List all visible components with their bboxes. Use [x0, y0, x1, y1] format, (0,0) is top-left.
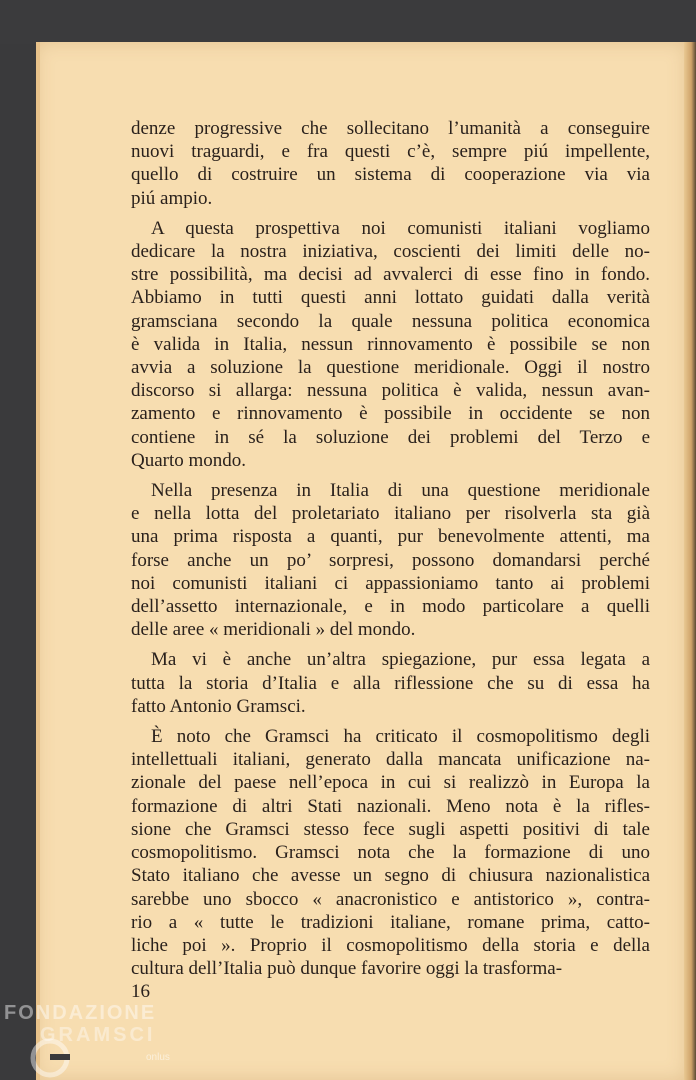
text-line: liche poi ». Proprio il cosmopolitismo della storia e della — [131, 934, 650, 956]
page-left-edge — [36, 42, 40, 1080]
text-line: intellettuali italiani, generato dalla mancata unificazione na- — [131, 749, 650, 771]
text-line: denze progressive che sollecitano l’umanità a conseguire — [131, 118, 650, 139]
text-line: dell’assetto internazionale, e in modo particolare a quelli — [131, 596, 650, 618]
text-line: dedicare la nostra iniziativa, coscienti dei limiti delle no- — [131, 241, 650, 263]
body-text — [131, 117, 650, 987]
text-line: È noto che Gramsci ha criticato il cosmopolitismo degli — [151, 726, 650, 748]
text-line: Abbiamo in tutti questi anni lottato guidati dalla verità — [131, 287, 650, 309]
text-line: una prima risposta a quanti, pur benevolmente attenti, ma — [131, 526, 650, 548]
text-line: sione che Gramsci stesso fece sugli aspetti positivi di tale — [131, 818, 650, 840]
text-line: Stato italiano che avesse un segno di chiusura nazionalistica — [131, 865, 650, 887]
text-line: cultura dell’Italia può dunque favorire oggi la trasforma- — [131, 958, 563, 980]
text-line: contiene in sé la soluzione dei problemi del Terzo e — [131, 426, 650, 448]
text-line: Quarto mondo. — [131, 449, 247, 471]
text-line: è valida in Italia, nessun rinnovamento è possibile se non — [131, 333, 650, 355]
scan-background — [0, 0, 696, 44]
text-line: sarebbe uno sbocco « anacronistico e antistorico », contra- — [131, 888, 650, 910]
text-line: tutta la storia d’Italia e alla riflessione che su di essa ha — [131, 672, 650, 694]
text-line: discorso si allarga: nessuna politica è valida, nessun avan- — [131, 380, 650, 402]
paragraph — [131, 648, 650, 718]
text-line: Ma vi è anche un’altra spiegazione, pur essa legata a — [151, 649, 650, 671]
paragraph — [131, 479, 650, 641]
text-line: stre possibilità, ma decisi ad avvalerci di esse fino in fondo. — [131, 264, 650, 286]
paragraph — [131, 725, 650, 980]
text-line: piú ampio. — [131, 187, 213, 209]
text-line: Nella presenza in Italia di una questione meridionale — [151, 480, 650, 502]
text-line: e nella lotta del proletariato italiano per risolverla sta già — [131, 503, 650, 525]
watermark-line1: FONDAZIONE — [4, 1002, 157, 1024]
text-line: zamento e rinnovamento è possibile in occidente se non — [131, 403, 650, 425]
text-line: nuovi traguardi, e fra questi c’è, sempre piú impellente, — [131, 141, 650, 163]
text-line: rio a « tutte le tradizioni italiane, romane prima, catto- — [131, 911, 650, 933]
paragraph — [131, 217, 650, 472]
text-line: cosmopolitismo. Gramsci nota che la formazione di uno — [131, 842, 650, 864]
text-line: delle aree « meridionali » del mondo. — [131, 619, 416, 641]
watermark-suffix: onlus — [146, 1052, 170, 1063]
text-line: zionale del paese nell’epoca in cui si realizzò in Europa la — [131, 772, 650, 794]
text-line: gramsciana secondo la quale nessuna politica economica — [131, 310, 650, 332]
watermark-line2: GRAMSCI — [40, 1024, 156, 1046]
text-line: avvia a soluzione la questione meridionale. Oggi il nostro — [131, 357, 650, 379]
text-line: forse anche un po’ sorpresi, possono domandarsi perché — [131, 549, 650, 571]
text-line: A questa prospettiva noi comunisti italiani vogliamo — [151, 217, 650, 239]
text-line: formazione di altri Stati nazionali. Meno nota è la rifles- — [131, 795, 650, 817]
page-right-edge — [684, 42, 696, 1080]
text-line: quello di costruire un sistema di cooperazione via via — [131, 164, 650, 186]
page-number: 16 — [131, 981, 150, 1002]
paragraph — [131, 117, 650, 210]
text-line: noi comunisti italiani ci appassioniamo tanto ai problemi — [131, 572, 650, 594]
text-line: fatto Antonio Gramsci. — [131, 695, 306, 717]
